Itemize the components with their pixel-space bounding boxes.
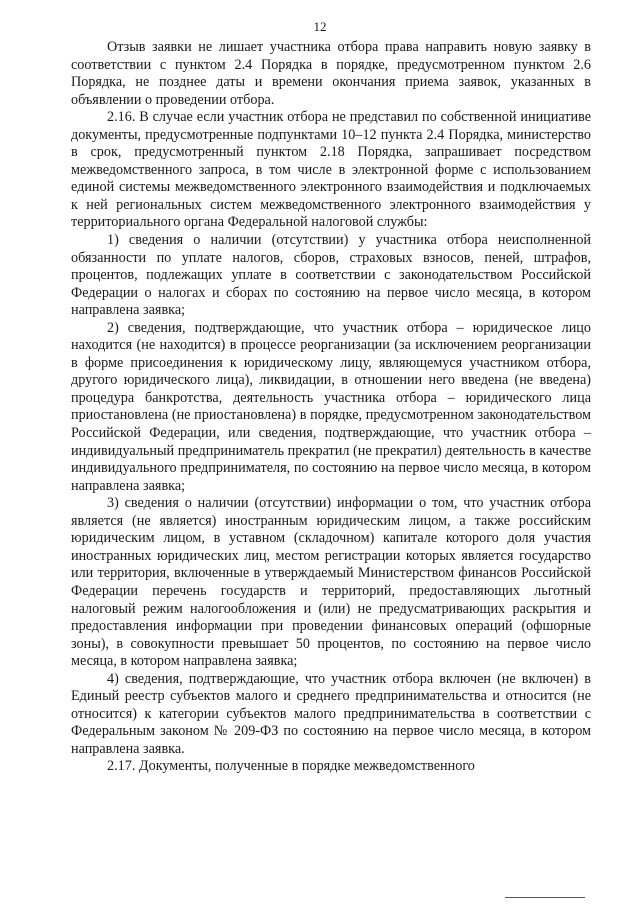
paragraph-withdrawal: Отзыв заявки не лишает участника отбора права направить новую заявку в соответствии с пунктом 2.4 Порядка в порядке, предусмотренном пунктом 2.6 Порядка, не позднее даты и времени окончания приема заявок, указанных в объявлении о проведении отбора. (71, 39, 591, 108)
footer-rule (505, 897, 585, 898)
paragraph-2-17: 2.17. Документы, полученные в порядке межведомственного (107, 758, 475, 775)
paragraph-item-4: 4) сведения, подтверждающие, что участник отбора включен (не включен) в Единый реестр субъектов малого и среднего предпринимательства и относится (не относится) к категории субъектов малого предпринимательства в соответствии с Федеральным законом № 209-ФЗ по состоянию на первое число месяца, в котором направлена заявка. (71, 670, 591, 757)
paragraph-item-1: 1) сведения о наличии (отсутствии) у участника отбора неисполненной обязанности по уплате налогов, сборов, страховых взносов, пеней, штрафов, процентов, подлежащих уплате в соответствии с законодательством Российской Федерации о налогах и сборах по состоянию на первое число месяца, в котором направлена заявка; (71, 232, 591, 319)
page-number: 12 (313, 19, 327, 34)
paragraph-item-3: 3) сведения о наличии (отсутствии) информации о том, что участник отбора является (не является) иностранным юридическим лицом, а также российским юридическим лицом, в уставном (складочном) капитале которого доля участия иностранных юридических лиц, местом регистрации которых является государство или территория, включенные в утверждаемый Министерством финансов Российской Федерации перечень государств и территорий, предоставляющих льготный налоговый режим налогообложения и (или) не предусматривающих раскрытия и предоставления информации при проведении финансовых операций (офшорные зоны), в совокупности превышает 50 процентов, по состоянию на первое число месяца, в котором направлена заявка; (71, 495, 591, 670)
paragraph-2-16: 2.16. В случае если участник отбора не представил по собственной инициативе документы, предусмотренные подпунктами 10–12 пункта 2.4 Порядка, министерство в срок, предусмотренный пунктом 2.18 Порядка, запрашивает посредством межведомственного запроса, в том числе в электронной форме с использованием единой системы межведомственного электронного взаимодействия и подключаемых к ней региональных систем межведомственного электронного взаимодействия у территориального органа Федеральной налоговой службы: (71, 109, 591, 231)
paragraph-item-2: 2) сведения, подтверждающие, что участник отбора – юридическое лицо находится (не находится) в процессе реорганизации (за исключением реорганизации в форме присоединения к юридическому лицу, являющемуся участником отбора, другого юридического лица), ликвидации, в отношении него введена (не введена) процедура банкротства, деятельность участника отбора – юридического лица приостановлена (не приостановлена) в порядке, предусмотренном законодательством Российской Федерации, или сведения, подтверждающие, что участник отбора – индивидуальный предприниматель прекратил (не прекратил) деятельность в качестве индивидуального предпринимателя, по состоянию на первое число месяца, в котором направлена заявка; (71, 319, 591, 494)
document-body (71, 39, 591, 776)
